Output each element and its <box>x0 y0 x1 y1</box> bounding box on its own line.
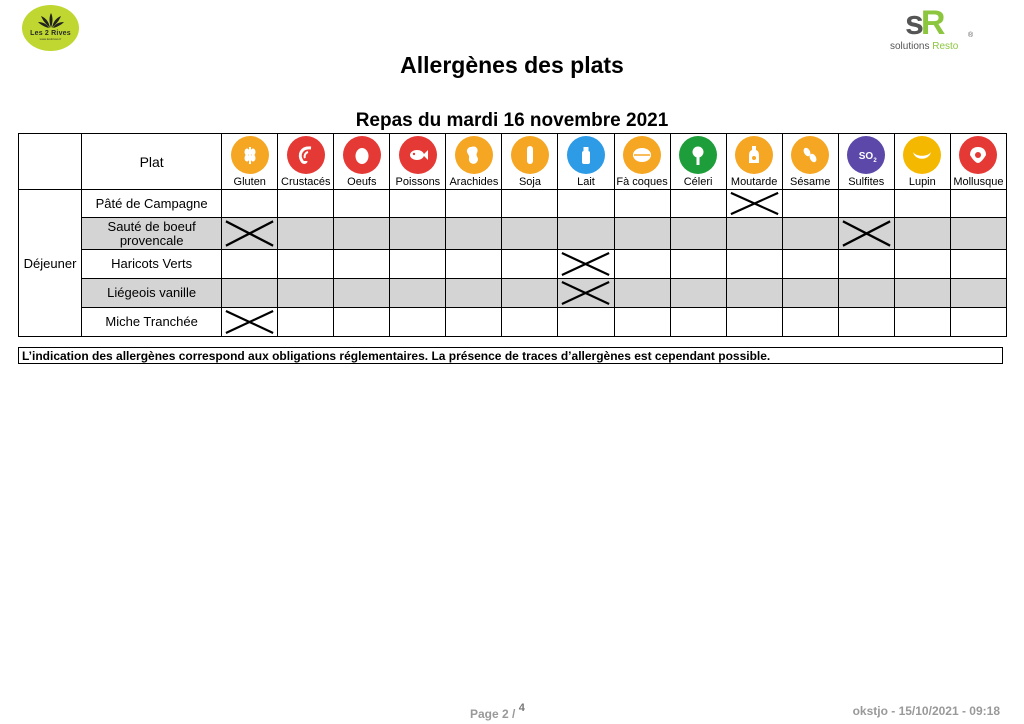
allergen-cell <box>614 190 670 218</box>
allergen-cell <box>894 250 950 279</box>
allergen-cell <box>278 250 334 279</box>
allergen-cell <box>446 279 502 308</box>
allergen-label: Mollusque <box>953 176 1004 188</box>
allergen-cell <box>558 250 614 279</box>
allergen-cell <box>502 250 558 279</box>
dish-name: Sauté de boeuf provencale <box>82 218 222 250</box>
allergen-cell <box>222 190 278 218</box>
allergen-cell <box>894 190 950 218</box>
logo-brand-text: Les 2 Rives <box>30 30 71 37</box>
allergen-cell <box>558 279 614 308</box>
service-label: Déjeuner <box>19 190 82 337</box>
allergen-cell <box>502 308 558 337</box>
allergen-label: Lupin <box>908 176 936 188</box>
allergen-cell <box>390 308 446 337</box>
corner-cell <box>19 134 82 190</box>
allergen-cell <box>278 218 334 250</box>
allergen-header-arachides <box>446 134 502 190</box>
allergen-header-sulfites <box>838 134 894 190</box>
allergen-label: Gluten <box>233 176 266 188</box>
allergen-label: Sulfites <box>848 176 885 188</box>
wheat-icon <box>231 136 269 174</box>
allergen-cell <box>670 279 726 308</box>
allergen-label: Fà coques <box>616 176 668 188</box>
allergen-cell <box>670 190 726 218</box>
allergen-cell <box>782 218 838 250</box>
milk-icon <box>567 136 605 174</box>
allergen-cell <box>558 308 614 337</box>
allergen-cell <box>446 308 502 337</box>
allergen-cell <box>558 190 614 218</box>
dish-name: Haricots Verts <box>82 250 222 279</box>
allergen-cell <box>614 218 670 250</box>
celery-icon <box>679 136 717 174</box>
allergen-cell <box>278 308 334 337</box>
page-title: Allergènes des plats <box>400 52 624 78</box>
allergen-cell <box>950 190 1006 218</box>
allergen-cell <box>838 190 894 218</box>
allergen-cell <box>894 279 950 308</box>
allergen-cell <box>894 308 950 337</box>
allergen-cell <box>446 218 502 250</box>
allergen-cell <box>726 308 782 337</box>
allergen-header-gluten <box>222 134 278 190</box>
allergen-cell <box>838 308 894 337</box>
allergen-cell <box>782 190 838 218</box>
allergen-cell <box>222 279 278 308</box>
allergen-cell <box>558 218 614 250</box>
allergen-header-poissons <box>390 134 446 190</box>
allergen-header-oeufs <box>334 134 390 190</box>
allergen-cell <box>278 190 334 218</box>
allergen-cell <box>950 279 1006 308</box>
allergen-cell <box>614 279 670 308</box>
svg-text:2: 2 <box>873 158 877 164</box>
allergen-label: Poissons <box>395 176 441 188</box>
allergen-cell <box>446 190 502 218</box>
table-row <box>19 250 1007 279</box>
allergen-label: Moutarde <box>730 176 778 188</box>
allergen-header-mollusque <box>950 134 1006 190</box>
allergen-header-c-leri <box>670 134 726 190</box>
dish-name: Miche Tranchée <box>82 308 222 337</box>
allergen-cell <box>334 218 390 250</box>
dish-name: Liégeois vanille <box>82 279 222 308</box>
allergen-cell <box>502 279 558 308</box>
table-row <box>19 190 1007 218</box>
allergen-cell <box>614 308 670 337</box>
allergen-header-f-coques <box>614 134 670 190</box>
table-row <box>19 279 1007 308</box>
allergen-header-lupin <box>894 134 950 190</box>
allergen-cell <box>670 218 726 250</box>
allergen-cell <box>334 279 390 308</box>
allergen-cell <box>726 250 782 279</box>
allergen-cell <box>782 250 838 279</box>
allergen-table <box>18 133 1007 337</box>
allergen-present-mark <box>839 218 894 249</box>
allergen-cell <box>334 308 390 337</box>
svg-text:SO: SO <box>859 151 874 162</box>
allergen-cell <box>782 279 838 308</box>
allergen-cell <box>614 250 670 279</box>
allergen-cell <box>670 250 726 279</box>
allergen-label: Soja <box>518 176 541 188</box>
logo-mark: sR <box>905 4 943 42</box>
page-number: Page 2 / $^4$ <box>470 702 525 721</box>
allergen-cell <box>334 190 390 218</box>
allergen-present-mark <box>222 308 277 336</box>
allergen-cell <box>726 218 782 250</box>
solutions-resto-logo <box>890 6 982 52</box>
allergen-cell <box>390 190 446 218</box>
leaf-icon <box>38 13 64 29</box>
allergen-cell <box>446 250 502 279</box>
allergen-cell <box>726 279 782 308</box>
allergen-cell <box>838 279 894 308</box>
sesame-icon <box>791 136 829 174</box>
allergen-cell <box>502 218 558 250</box>
allergen-label: Lait <box>577 176 595 188</box>
allergen-cell <box>670 308 726 337</box>
lupin-icon <box>903 136 941 174</box>
fish-icon <box>399 136 437 174</box>
allergen-label: Crustacés <box>281 176 331 188</box>
allergen-label: Sésame <box>790 176 831 188</box>
table-header-row <box>19 134 1007 190</box>
allergen-label: Oeufs <box>347 176 377 188</box>
dish-name: Pâté de Campagne <box>82 190 222 218</box>
peanut-icon <box>455 136 493 174</box>
allergen-header-s-same <box>782 134 838 190</box>
shell-icon <box>959 136 997 174</box>
allergen-cell <box>838 250 894 279</box>
allergen-present-mark <box>558 250 613 278</box>
logo-tagline: www.les2rives.fr <box>39 37 62 41</box>
allergen-cell <box>894 218 950 250</box>
allergen-cell <box>950 308 1006 337</box>
so2-icon <box>847 136 885 174</box>
allergen-cell <box>222 308 278 337</box>
print-stamp: okstjo - 15/10/2021 - 09:18 <box>852 704 1000 718</box>
shrimp-icon <box>287 136 325 174</box>
allergen-cell <box>222 250 278 279</box>
allergen-cell <box>950 250 1006 279</box>
allergen-header-lait <box>558 134 614 190</box>
logo-subtitle: solutions Resto <box>890 41 959 52</box>
allergen-cell <box>390 279 446 308</box>
allergen-present-mark <box>558 279 613 307</box>
allergen-cell <box>390 218 446 250</box>
allergen-label: Céleri <box>683 176 713 188</box>
allergen-cell <box>726 190 782 218</box>
allergen-cell <box>390 250 446 279</box>
allergen-header-soja <box>502 134 558 190</box>
allergen-header-moutarde <box>726 134 782 190</box>
mustard-icon <box>735 136 773 174</box>
allergen-cell <box>502 190 558 218</box>
allergen-disclaimer: L’indication des allergènes correspond aux obligations réglementaires. La présence de traces d’allergènes est cependant possible. <box>18 347 1003 364</box>
allergen-present-mark <box>727 190 782 217</box>
plat-column-header: Plat <box>82 134 222 190</box>
allergen-cell <box>334 250 390 279</box>
allergen-present-mark <box>222 218 277 249</box>
allergen-cell <box>838 218 894 250</box>
nut-icon <box>623 136 661 174</box>
table-row <box>19 218 1007 250</box>
egg-icon <box>343 136 381 174</box>
soy-icon <box>511 136 549 174</box>
allergen-label: Arachides <box>449 176 499 188</box>
allergen-cell <box>222 218 278 250</box>
allergen-cell <box>782 308 838 337</box>
registered-mark: ® <box>968 32 974 39</box>
allergen-cell <box>278 279 334 308</box>
table-row <box>19 308 1007 337</box>
meal-title: Repas du mardi 16 novembre 2021 <box>355 110 669 131</box>
allergen-cell <box>950 218 1006 250</box>
allergen-header-crustac-s <box>278 134 334 190</box>
les-2-rives-logo <box>22 5 79 51</box>
